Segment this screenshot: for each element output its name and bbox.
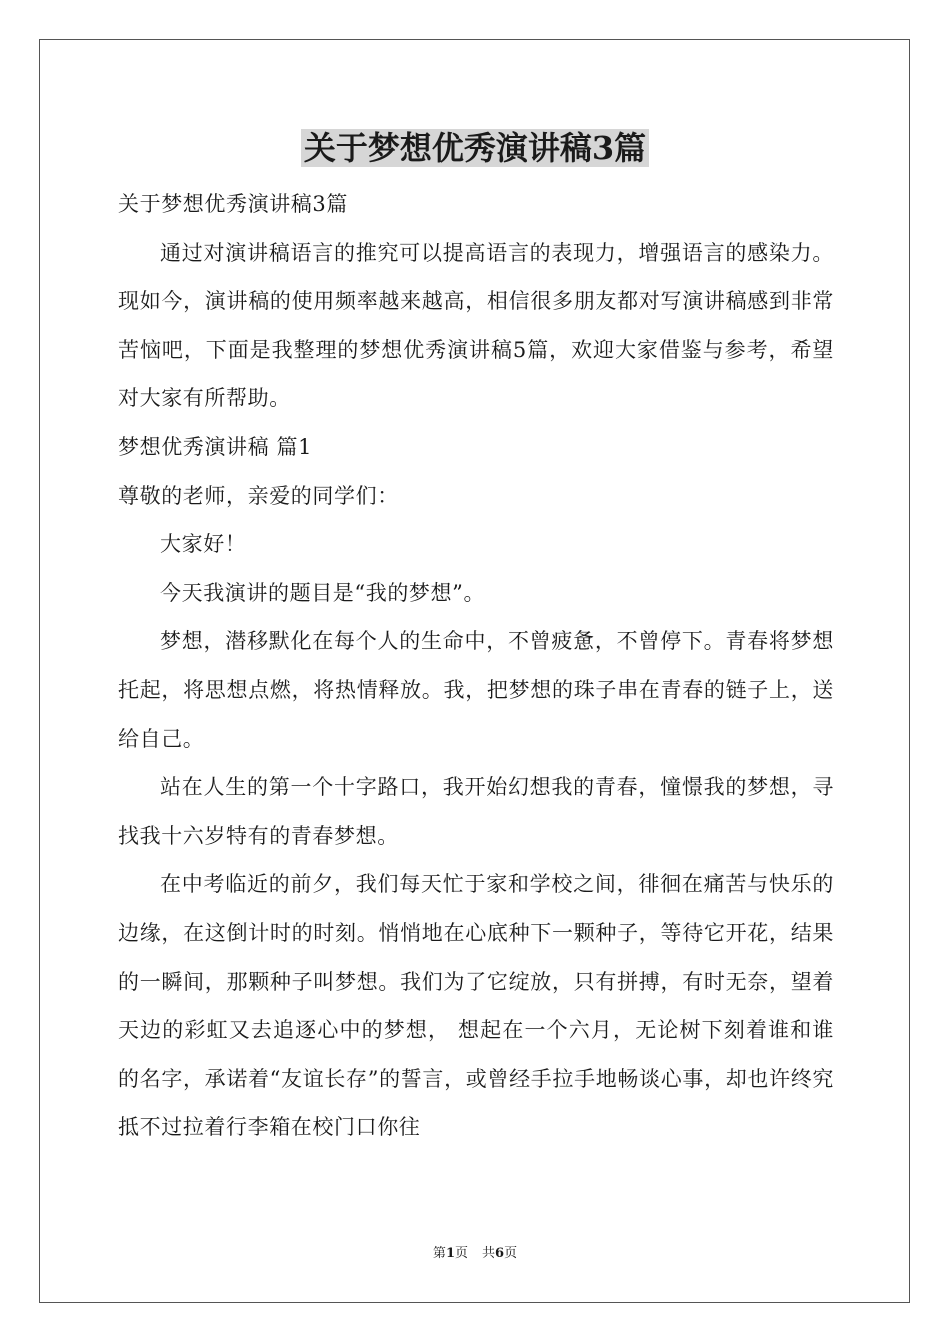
body-paragraph: 在中考临近的前夕，我们每天忙于家和学校之间，徘徊在痛苦与快乐的边缘，在这倒计时的时刻。悄悄地在心底种下一颗种子，等待它开花，结果的一瞬间，那颗种子叫梦想。我们为了它绽放，只有拼搏，有时无奈，望着天边的彩虹又去追逐心中的梦想， 想起在一个六月，无论树下刻着谁和谁的名字，承诺着“友谊长存”的誓言，或曾经手拉手地畅谈心事，却也许终究抵不过拉着行李箱在校门口你往 bbox=[118, 872, 834, 1140]
body-paragraph: 站在人生的第一个十字路口，我开始幻想我的青春，憧憬我的梦想，寻找我十六岁特有的青春梦想。 bbox=[118, 775, 834, 848]
page-prefix: 第 bbox=[432, 1246, 446, 1261]
intro-paragraph: 通过对演讲稿语言的推究可以提高语言的表现力，增强语言的感染力。现如今，演讲稿的使用频率越来越高，相信很多朋友都对写演讲稿感到非常苦恼吧，下面是我整理的梦想优秀演讲稿5篇，欢迎大家借鉴与参考，希望对大家有所帮助。 bbox=[118, 240, 834, 411]
speech-topic: 今天我演讲的题目是“我的梦想”。 bbox=[160, 580, 486, 605]
section-heading: 梦想优秀演讲稿 篇1 bbox=[118, 434, 313, 459]
document-body bbox=[118, 180, 834, 1152]
page-suffix: 页 bbox=[454, 1246, 468, 1261]
document-title-text: 关于梦想优秀演讲稿3篇 bbox=[301, 129, 649, 167]
page-current: 1 bbox=[445, 1246, 455, 1261]
page-footer bbox=[0, 1245, 950, 1263]
subtitle-line: 关于梦想优秀演讲稿3篇 bbox=[118, 192, 348, 216]
greeting: 大家好！ bbox=[160, 532, 247, 557]
salutation: 尊敬的老师，亲爱的同学们： bbox=[118, 483, 399, 508]
document-title bbox=[0, 125, 950, 171]
total-suffix: 页 bbox=[504, 1246, 518, 1261]
page-total: 6 bbox=[495, 1246, 505, 1261]
total-prefix: 共 bbox=[482, 1246, 496, 1261]
body-paragraph: 梦想，潜移默化在每个人的生命中，不曾疲惫，不曾停下。青春将梦想托起，将思想点燃，将热情释放。我，把梦想的珠子串在青春的链子上，送给自己。 bbox=[118, 629, 834, 751]
